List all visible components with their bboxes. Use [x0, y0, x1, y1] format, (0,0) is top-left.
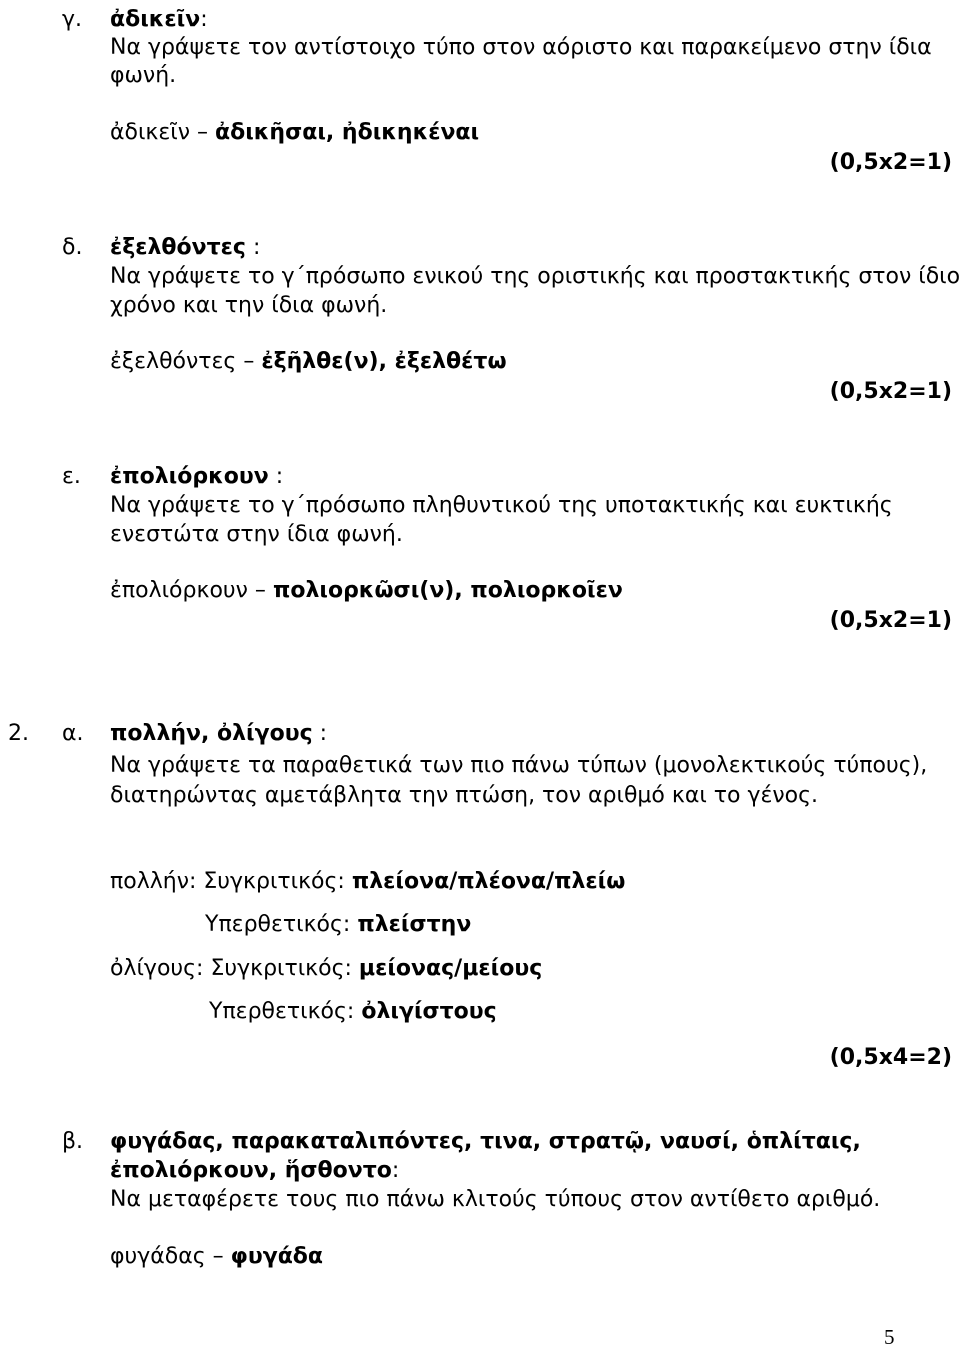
- item-label: γ.: [62, 7, 83, 32]
- target-word: ἀδικεῖν: [110, 7, 201, 32]
- answer-line: [205, 914, 471, 936]
- answer-line: [209, 1001, 497, 1023]
- instruction-line: φωνή.: [110, 63, 177, 88]
- score: (0,5x2=1): [829, 379, 952, 404]
- item-heading: [110, 1160, 399, 1182]
- score: (0,5x4=2): [829, 1045, 952, 1070]
- answer-bold: πλείστην: [357, 912, 472, 937]
- colon: :: [245, 235, 261, 260]
- target-word: ἐπολιόρκουν: [110, 464, 269, 489]
- instruction-line: Να γράψετε τον αντίστοιχο τύπο στον αόριστο και παρακείμενο στην ίδια: [110, 35, 932, 60]
- answer-line: [110, 351, 507, 373]
- answer-prefix: Υπερθετικός:: [209, 999, 355, 1024]
- target-words: φυγάδας, παρακαταλιπόντες, τινα, στρατῷ, ναυσί, ὁπλίταις,: [110, 1129, 861, 1154]
- instruction-line: Να γράψετε τα παραθετικά των πιο πάνω τύπων (μονολεκτικούς τύπους),: [110, 753, 928, 778]
- target-words: ἐπολιόρκουν, ἥσθοντο: [110, 1158, 392, 1183]
- answer-prefix: ὀλίγους: Συγκριτικός:: [110, 956, 352, 981]
- answer-prefix: Υπερθετικός:: [205, 912, 351, 937]
- answer-bold: ἀδικῆσαι, ἠδικηκέναι: [215, 120, 480, 145]
- page-number: 5: [884, 1325, 895, 1349]
- target-word: πολλήν, ὀλίγους: [110, 721, 313, 746]
- score: (0,5x2=1): [829, 150, 952, 175]
- answer-bold: ἐξῆλθε(ν), ἐξελθέτω: [261, 349, 507, 374]
- answer-line: [110, 580, 623, 602]
- item-heading: [110, 466, 283, 488]
- item-heading: [110, 9, 208, 31]
- answer-line: [110, 871, 625, 893]
- score: (0,5x2=1): [829, 608, 952, 633]
- colon: :: [312, 721, 328, 746]
- answer-prefix: ἐπολιόρκουν –: [110, 578, 266, 603]
- answer-line: [110, 1246, 323, 1268]
- question-number: 2.: [8, 721, 29, 746]
- answer-prefix: πολλήν: Συγκριτικός:: [110, 869, 345, 894]
- answer-line: [110, 958, 542, 980]
- answer-prefix: ἐξελθόντες –: [110, 349, 255, 374]
- instruction-line: χρόνο και την ίδια φωνή.: [110, 293, 388, 318]
- item-heading: [110, 723, 327, 745]
- answer-bold: μείονας/μείους: [358, 956, 543, 981]
- item-label: β.: [62, 1129, 84, 1154]
- answer-prefix: ἀδικεῖν –: [110, 120, 208, 145]
- instruction-line: Να γράψετε το γ΄πρόσωπο ενικού της οριστικής και προστακτικής στον ίδιο: [110, 264, 960, 289]
- colon: :: [200, 7, 208, 32]
- answer-prefix: φυγάδας –: [110, 1244, 224, 1269]
- colon: :: [391, 1158, 400, 1183]
- answer-bold: πολιορκῶσι(ν), πολιορκοῖεν: [272, 578, 623, 603]
- item-label: δ.: [62, 235, 83, 260]
- target-word: ἐξελθόντες: [110, 235, 246, 260]
- answer-bold: φυγάδα: [230, 1244, 324, 1269]
- item-label: α.: [62, 721, 84, 746]
- instruction-line: Να γράψετε το γ΄πρόσωπο πληθυντικού της υποτακτικής και ευκτικής: [110, 493, 893, 518]
- item-label: ε.: [62, 464, 81, 489]
- item-heading: [110, 237, 260, 259]
- answer-bold: ὀλιγίστους: [361, 999, 497, 1024]
- instruction-line: Να μεταφέρετε τους πιο πάνω κλιτούς τύπους στον αντίθετο αριθμό.: [110, 1187, 881, 1212]
- colon: :: [268, 464, 284, 489]
- answer-bold: πλείονα/πλέονα/πλείω: [351, 869, 626, 894]
- answer-line: [110, 122, 479, 144]
- instruction-line: ενεστώτα στην ίδια φωνή.: [110, 522, 403, 547]
- instruction-line: διατηρώντας αμετάβλητα την πτώση, τον αριθμό και το γένος.: [110, 783, 819, 808]
